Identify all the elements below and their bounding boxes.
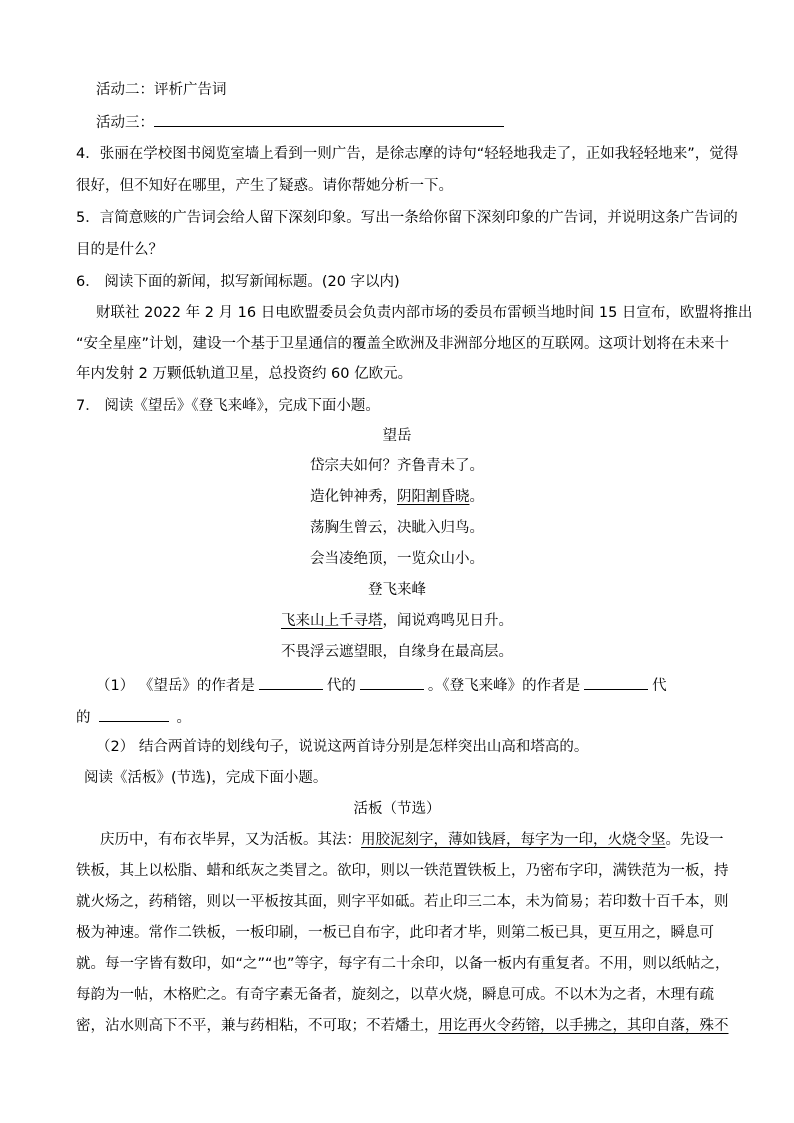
huoban-underlined-sentence-2: 用讫再火令药镕，以手拂之，其印自落，殊不 [438, 1018, 729, 1034]
poem-wangyue-line-2-end: 。 [469, 489, 484, 505]
q7-sub1-line-1 [96, 675, 667, 696]
poem-wangyue-title: 望岳 [382, 428, 412, 444]
q7-sub2: （2） 结合两首诗的划线句子，说说这两首诗分别是怎样突出山高和塔高的。 [96, 739, 589, 755]
q4-line-2: 很好，但不知好在哪里，产生了疑惑。请你帮她分析一下。 [76, 178, 453, 194]
q5-line-2: 目的是什么？ [76, 242, 163, 258]
wangyue-author-blank[interactable] [360, 675, 424, 690]
huoban-title: 活板（节选） [353, 801, 441, 817]
q7-sub1-text-e: 的 [76, 710, 91, 726]
activity-three-answer-blank[interactable] [154, 112, 504, 127]
q7-sub1-text-b: 代的 [326, 678, 356, 694]
huoban-para-line-2: 铁板，其上以松脂、蜡和纸灰之类冒之。欲印，则以一铁范置铁板上，乃密布字印，满铁范为一板，持 [76, 863, 729, 879]
feilaifeng-author-blank[interactable] [99, 707, 169, 722]
huoban-line-1-end: 。先设一 [665, 832, 724, 848]
q7-sub1-text-c: 。《登飞来峰》的作者是 [427, 678, 581, 694]
feilaifeng-dynasty-blank[interactable] [584, 675, 648, 690]
poem-wangyue-line-3: 荡胸生曾云，决眦入归鸟。 [310, 520, 484, 536]
poem-feilaifeng-line-2: 不畏浮云遮望眼，自缘身在最高层。 [281, 644, 513, 660]
q7-sub1-text-d: 代 [652, 678, 667, 694]
huoban-para-line-3: 就火炀之，药稍镕，则以一平板按其面，则字平如砥。若止印三二本，未为简易；若印数十百千本，则 [76, 894, 729, 910]
activity-two-text: 活动二：评析广告词 [96, 82, 227, 98]
poem-wangyue-line-2 [0, 487, 794, 507]
q4-line-1: 4．张丽在学校图书阅览室墙上看到一则广告，是徐志摩的诗句“轻轻地我走了，正如我轻轻地来”，觉得 [76, 146, 739, 162]
poem-feilaifeng-title: 登飞来峰 [368, 582, 426, 598]
poem-wangyue-underlined-sentence: 阴阳割昏晓 [397, 489, 470, 505]
huoban-para-line-7 [76, 1016, 729, 1036]
q7-sub1-line-2 [76, 707, 191, 728]
q7-sub1-text-f: 。 [176, 710, 191, 726]
huoban-para-line-1 [100, 830, 724, 850]
q6-title: 6． 阅读下面的新闻，拟写新闻标题。(20 字以内) [76, 274, 400, 290]
poem-feilaifeng-line-1 [0, 611, 794, 631]
poem-wangyue-line-1: 岱宗夫如何？齐鲁青未了。 [310, 458, 484, 474]
huoban-line-7-start: 密，沾水则高下不平，兼与药相粘，不可取；不若燔土， [76, 1018, 439, 1034]
poem-feilaifeng-underlined-sentence: 飞来山上千寻塔 [281, 613, 383, 629]
q5-line-1: 5．言简意赅的广告词会给人留下深刻印象。写出一条给你留下深刻印象的广告词，并说明这条广告词的 [76, 210, 738, 226]
activity-three-label: 活动三： [96, 115, 154, 131]
wangyue-dynasty-blank[interactable] [259, 675, 323, 690]
poem-wangyue-line-2-plain: 造化钟神秀， [310, 489, 397, 505]
q6-news-line-1: 财联社 2022 年 2 月 16 日电欧盟委员会负责内部市场的委员布雷顿当地时间 15 日宣布，欧盟将推出 [96, 305, 753, 321]
poem-wangyue-line-4: 会当凌绝顶，一览众山小。 [310, 551, 484, 567]
huoban-para-line-6: 每韵为一帖，木格贮之。有奇字素无备者，旋刻之，以草火烧，瞬息可成。不以木为之者，木理有疏 [76, 987, 714, 1003]
activity-three-line [96, 112, 508, 133]
q7-sub1-text-a: （1） 《望岳》的作者是 [96, 678, 255, 694]
q7-title: 7． 阅读《望岳》《登飞来峰》，完成下面小题。 [76, 398, 380, 414]
huoban-para-line-4: 极为神速。常作二铁板，一板印刷，一板已自布字，此印者才毕，则第二板已具，更互用之，瞬息可 [76, 925, 714, 941]
q6-news-line-2: “安全星座”计划，建设一个基于卫星通信的覆盖全欧洲及非洲部分地区的互联网。这项计划将在未来十 [76, 336, 730, 352]
huoban-para-line-5: 就。每一字皆有数印，如“之”“也”等字，每字有二十余印，以备一板内有重复者。不用，则以纸帖之， [76, 956, 730, 972]
huoban-underlined-sentence-1: 用胶泥刻字，薄如钱唇，每字为一印，火烧令坚 [361, 832, 666, 848]
poem-feilaifeng-line-1-rest: ，闻说鸡鸣见日升。 [382, 613, 513, 629]
huoban-intro: 阅读《活板》(节选)，完成下面小题。 [84, 770, 328, 786]
q6-news-line-3: 年内发射 2 万颗低轨道卫星，总投资约 60 亿欧元。 [76, 366, 413, 382]
huoban-line-1-start: 庆历中，有布衣毕昇，又为活板。其法： [100, 832, 361, 848]
